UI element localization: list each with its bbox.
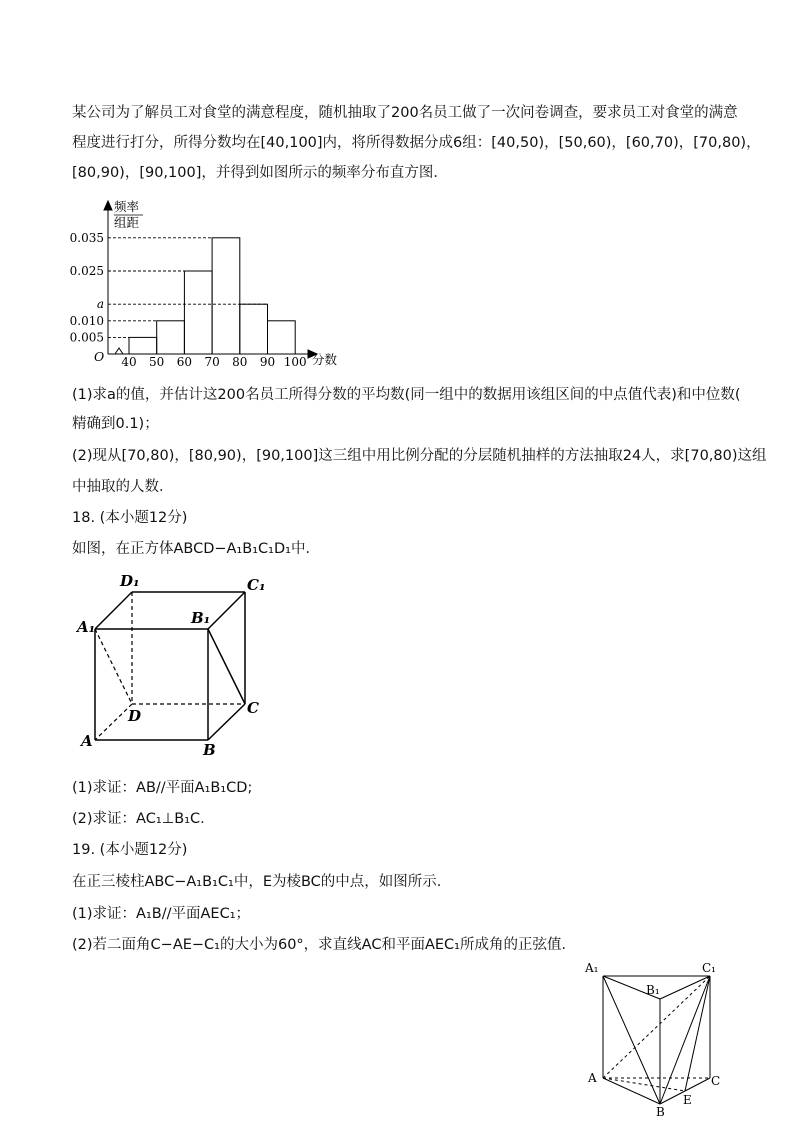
x-tick-label-4: 80	[232, 355, 248, 368]
y-tick-label-2: a	[96, 297, 104, 312]
cube-label-C1: C₁	[247, 576, 266, 594]
origin-label: O	[94, 349, 105, 364]
problem19-q1: (1)求证：A₁B//平面AEC₁；	[72, 906, 251, 922]
cube-label-A: A	[81, 732, 93, 750]
histogram-bar-3	[212, 238, 240, 354]
y-tick-label-4: 0.035	[70, 230, 104, 245]
y-axis-label-bottom: 组距	[114, 215, 140, 230]
prism-label-C: C	[711, 1074, 721, 1088]
histogram-bar-0	[129, 337, 157, 354]
x-tick-label-6: 100	[283, 355, 307, 368]
axis-break	[115, 348, 123, 354]
problem18-header: 18. (本小题12分)	[72, 510, 188, 526]
histogram-bar-4	[240, 304, 268, 354]
x-axis-label: 分数	[312, 352, 338, 367]
y-tick-label-0: 0.005	[70, 330, 104, 345]
prism-label-C1: C₁	[702, 961, 716, 975]
prism-label-E: E	[683, 1093, 692, 1107]
x-tick-label-1: 50	[149, 355, 165, 368]
prism-figure	[580, 958, 730, 1118]
problem18-q1: (1)求证：AB//平面A₁B₁CD;	[72, 780, 253, 796]
y-axis-arrow	[104, 201, 112, 210]
prism-label-B1: B₁	[646, 983, 660, 997]
cube-label-B: B	[203, 741, 216, 758]
cube-label-D1: D₁	[120, 572, 140, 590]
y-tick-label-1: 0.010	[70, 313, 104, 328]
y-axis-label-top: 频率	[114, 199, 140, 214]
x-tick-label-3: 70	[204, 355, 220, 368]
problem19-header: 19. (本小题12分)	[72, 842, 188, 858]
problem17-intro-line3: [80,90)，[90,100]，并得到如图所示的频率分布直方图．	[72, 165, 448, 181]
prism-label-A1: A₁	[585, 961, 599, 975]
problem17-q1-line1: (1)求a的值，并估计这200名员工所得分数的平均数(同一组中的数据用该组区间的中点值代表)和中位数(	[72, 387, 741, 403]
x-tick-label-2: 60	[176, 355, 193, 368]
problem17-q2-line1: (2)现从[70,80)，[80,90)，[90,100]这三组中用比例分配的分层随机抽样的方法抽取24人，求[70,80)这组	[72, 448, 767, 464]
problem17-q2-line2: 中抽取的人数．	[72, 479, 174, 495]
problem19-q2: (2)若二面角C−AE−C₁的大小为60°，求直线AC和平面AEC₁所成角的正弦值．	[72, 937, 576, 953]
cube-figure	[72, 568, 272, 758]
problem18-q2: (2)求证：AC₁⊥B₁C.	[72, 811, 205, 827]
histogram-bar-2	[184, 271, 212, 354]
frequency-histogram	[70, 196, 360, 368]
prism-label-B: B	[656, 1105, 665, 1118]
x-tick-label-0: 40	[121, 355, 137, 368]
y-tick-label-3: 0.025	[70, 264, 104, 278]
problem17-q1-line2: 精确到0.1)；	[72, 416, 159, 432]
problem17-intro-line2: 程度进行打分，所得分数均在[40,100]内，将所得数据分成6组：[40,50)，[50,60)，[60,70)，[70,80)，	[72, 135, 761, 151]
histogram-bar-5	[268, 321, 296, 354]
histogram-bar-1	[157, 321, 185, 354]
cube-label-C: C	[247, 699, 259, 717]
cube-label-B1: B₁	[191, 609, 211, 627]
problem18-stem: 如图，在正方体ABCD−A₁B₁C₁D₁中．	[72, 541, 320, 557]
problem17-intro-line1: 某公司为了解员工对食堂的满意程度，随机抽取了200名员工做了一次问卷调查，要求员工对食堂的满意	[72, 105, 738, 121]
problem19-stem: 在正三棱柱ABC−A₁B₁C₁中，E为棱BC的中点，如图所示．	[72, 874, 452, 890]
x-tick-label-5: 90	[259, 355, 276, 368]
cube-label-D: D	[128, 707, 142, 725]
cube-label-A1: A₁	[77, 618, 96, 636]
prism-label-A: A	[588, 1071, 597, 1085]
